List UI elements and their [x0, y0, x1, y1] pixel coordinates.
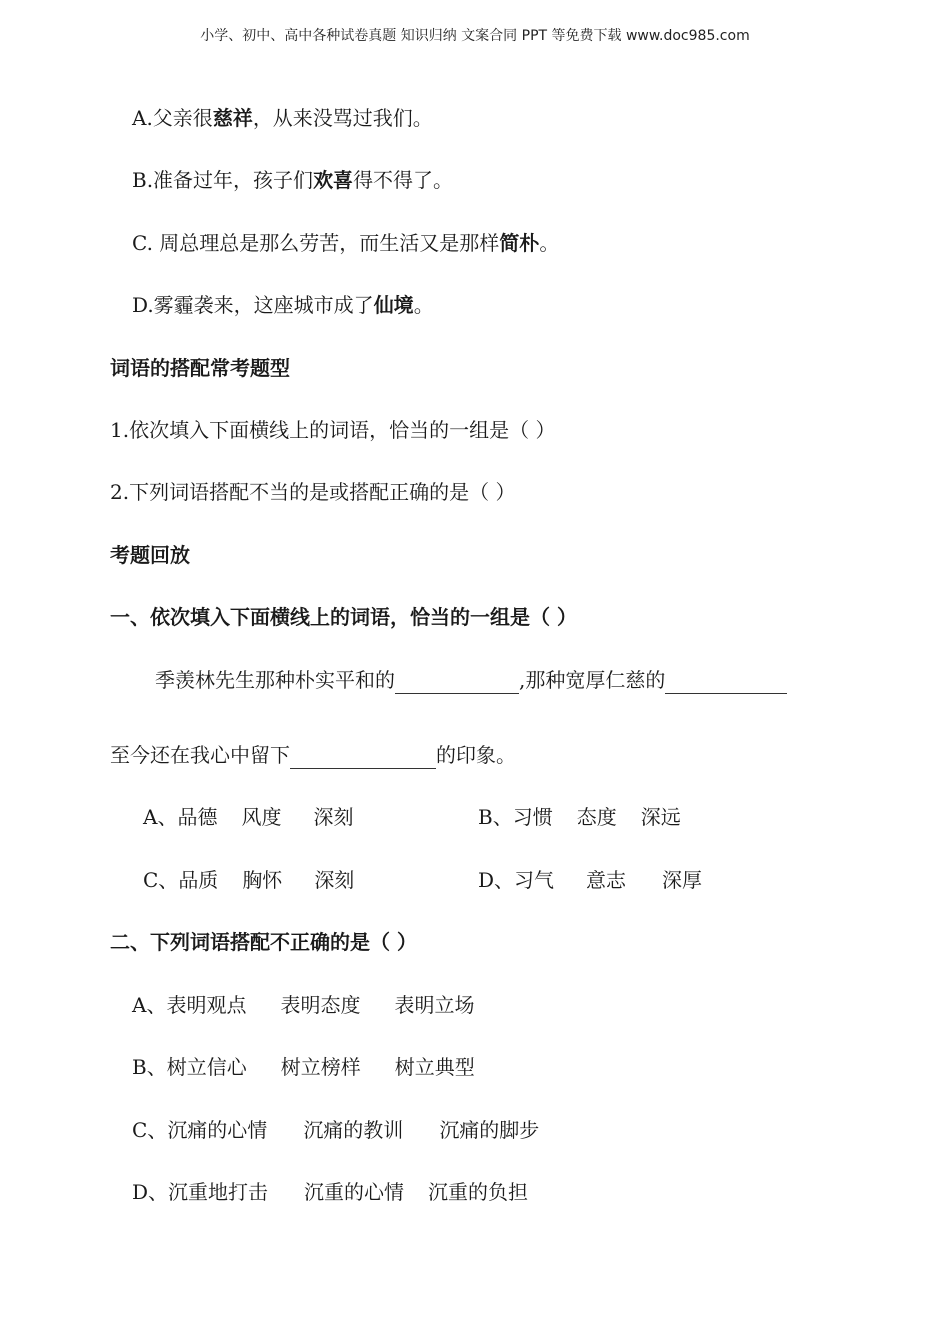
option-d-line: D.雾霾袭来，这座城市成了仙境。 — [132, 293, 434, 317]
q1-option-c: C、品质 胸怀 深刻 — [143, 868, 355, 892]
section-title-types: 词语的搭配常考题型 — [110, 356, 290, 380]
type-line-2: 2.下列词语搭配不当的是或搭配正确的是（ ） — [110, 480, 516, 504]
option-a-line: A.父亲很慈祥，从来没骂过我们。 — [132, 106, 433, 130]
q2-option-c: C、沉痛的心情 沉痛的教训 沉痛的脚步 — [132, 1118, 540, 1142]
q1-option-a: A、品德 风度 深刻 — [143, 805, 354, 829]
bold-word: 慈祥 — [212, 106, 253, 130]
bold-word: 简朴 — [499, 231, 540, 255]
q1-option-b: B、习惯 态度 深远 — [478, 805, 681, 829]
type-line-1: 1.依次填入下面横线上的词语，恰当的一组是（ ） — [110, 418, 556, 442]
blank-2 — [665, 671, 787, 694]
blank-1 — [395, 671, 519, 694]
q2-option-a: A、表明观点 表明态度 表明立场 — [132, 993, 475, 1017]
bold-word: 仙境 — [373, 293, 414, 317]
question-2-title: 二、下列词语搭配不正确的是（ ） — [110, 930, 417, 954]
q2-option-b: B、树立信心 树立榜样 树立典型 — [132, 1055, 475, 1079]
section-title-review: 考题回放 — [110, 543, 190, 567]
option-c-line: C. 周总理总是那么劳苦，而生活又是那样简朴。 — [132, 231, 560, 255]
q2-option-d: D、沉重地打击 沉重的心情 沉重的负担 — [132, 1180, 529, 1204]
blank-3 — [290, 746, 436, 769]
option-b-line: B.准备过年，孩子们欢喜得不得了。 — [132, 168, 454, 192]
question-1-sentence-line2: 至今还在我心中留下 的印象。 — [110, 743, 516, 767]
bold-word: 欢喜 — [313, 168, 354, 192]
page-header: 小学、初中、高中各种试卷真题 知识归纳 文案合同 PPT 等免费下载 www.doc985.com — [200, 28, 750, 44]
q1-option-d: D、习气 意志 深厚 — [478, 868, 703, 892]
question-1-title: 一、依次填入下面横线上的词语，恰当的一组是（ ） — [110, 605, 577, 629]
question-1-sentence-line1: 季羡林先生那种朴实平和的 ,那种宽厚仁慈的 — [155, 666, 787, 694]
